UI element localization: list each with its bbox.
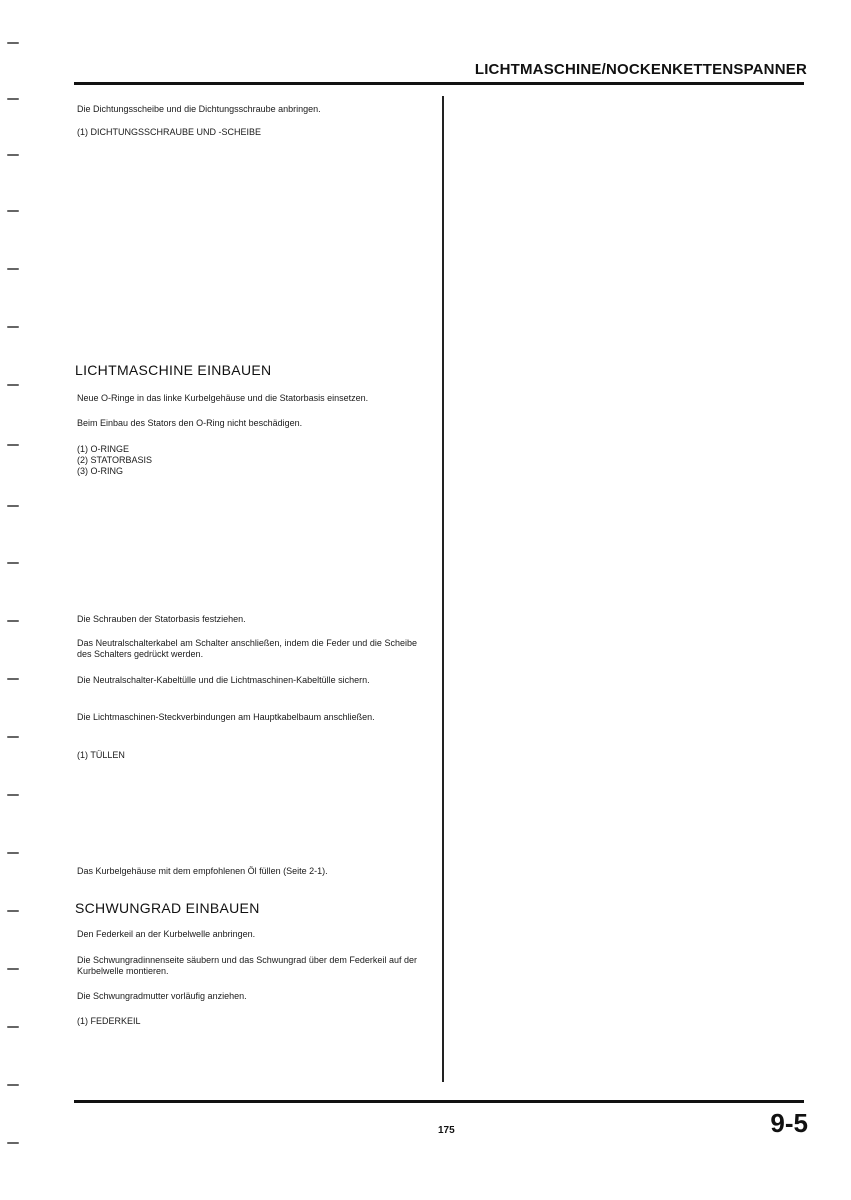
binding-mark [7,736,19,738]
figure-callout-grommets: (1) TÜLLEN [77,750,125,760]
binding-mark [7,794,19,796]
callout-item: (1) O-RINGE [77,444,130,454]
figure-callout-sealing-bolt: (1) DICHTUNGSSCHRAUBE UND -SCHEIBE [77,127,262,137]
binding-mark [7,42,19,44]
binding-mark [7,326,19,328]
section-heading-install-alternator: LICHTMASCHINE EINBAUEN [75,362,272,378]
column-divider [442,96,444,1082]
figure-callout-woodruff-key: (1) FEDERKEIL [77,1016,141,1026]
section-page-number: 9-5 [770,1108,808,1138]
binding-mark [7,852,19,854]
page-header-title: LICHTMASCHINE/NOCKENKETTENSPANNER [474,61,807,78]
instruction-woodruff-key: Den Federkeil an der Kurbelwelle anbringen. [77,929,256,939]
instruction-neutral-switch-cable: Das Neutralschalterkabel am Schalter anschließen, indem die Feder und die Scheibe des Schalters gedrückt werden. [77,638,417,659]
instruction-tighten-flywheel-nut: Die Schwungradmutter vorläufig anziehen. [77,991,247,1001]
instruction-mount-flywheel: Die Schwungradinnenseite säubern und das Schwungrad über dem Federkeil auf der Kurbelwelle montieren. [77,955,417,976]
binding-mark [7,505,19,507]
binding-mark [7,98,19,100]
binding-mark [7,1142,19,1144]
binding-mark [7,154,19,156]
binding-mark [7,384,19,386]
binding-mark [7,678,19,680]
binding-mark [7,620,19,622]
binding-mark [7,562,19,564]
binding-mark [7,1026,19,1028]
binding-mark [7,1084,19,1086]
section-heading-install-flywheel: SCHWUNGRAD EINBAUEN [75,900,260,916]
instruction-washer-bolt: Die Dichtungsscheibe und die Dichtungsschraube anbringen. [77,104,321,114]
callout-item: (3) O-RING [77,466,123,476]
instruction-connect-connectors: Die Lichtmaschinen-Steckverbindungen am Hauptkabelbaum anschließen. [77,712,375,722]
binding-mark [7,444,19,446]
header-rule [74,82,804,85]
instruction-tighten-stator-bolts: Die Schrauben der Statorbasis festziehen. [77,614,246,624]
binding-mark [7,910,19,912]
binding-mark [7,268,19,270]
figure-callout-list-stator [77,444,417,477]
page-number: 175 [438,1125,455,1136]
instruction-stator-care: Beim Einbau des Stators den O-Ring nicht beschädigen. [77,418,303,428]
instruction-fill-oil: Das Kurbelgehäuse mit dem empfohlenen Öl füllen (Seite 2-1). [77,866,328,876]
instruction-secure-grommets: Die Neutralschalter-Kabeltülle und die Lichtmaschinen-Kabeltülle sichern. [77,675,370,685]
footer-rule [74,1100,804,1103]
binding-mark [7,210,19,212]
instruction-new-o-rings: Neue O-Ringe in das linke Kurbelgehäuse und die Statorbasis einsetzen. [77,393,369,403]
binding-mark [7,968,19,970]
callout-item: (2) STATORBASIS [77,455,153,465]
